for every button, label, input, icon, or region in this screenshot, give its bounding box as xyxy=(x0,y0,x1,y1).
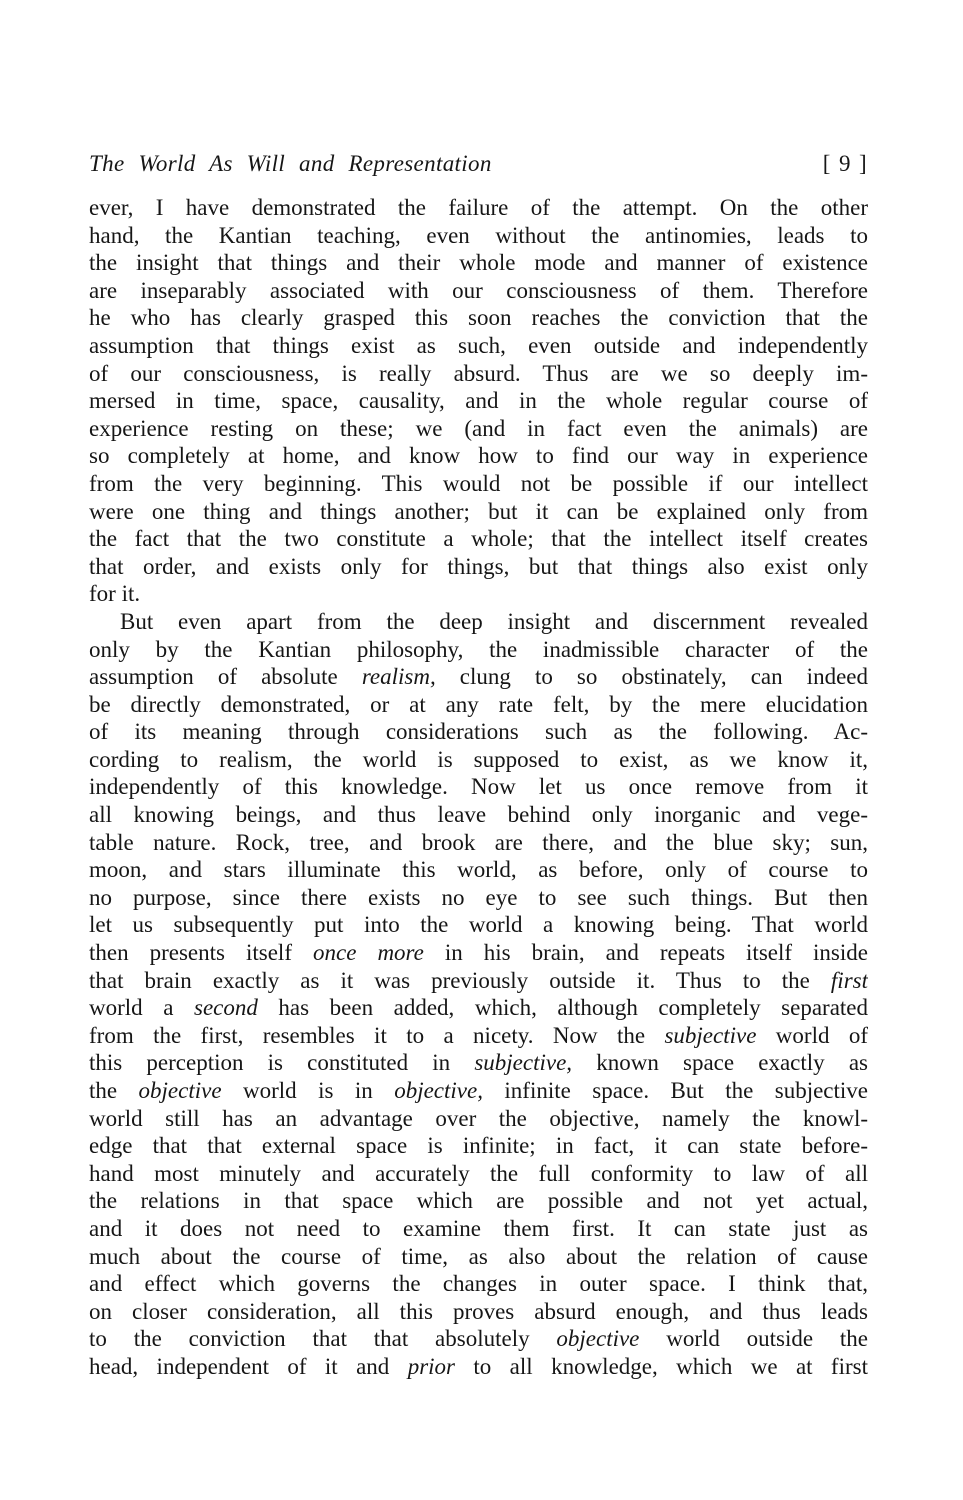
text-line: edge that that external space is infinite; in fact, it can state before- xyxy=(89,1133,868,1159)
text-line: no purpose, since there exists no eye to see such things. But then xyxy=(89,884,868,910)
text-line: much about the course of time, as also about the relation of cause xyxy=(89,1243,868,1269)
text-line: so completely at home, and know how to find our way in experience xyxy=(89,443,868,469)
text-line: were one thing and things another; but it can be explained only from xyxy=(89,498,868,524)
text-line: from the very beginning. This would not be possible if our intellect xyxy=(89,470,868,496)
text-line: hand, the Kantian teaching, even without the antinomies, leads to xyxy=(89,222,868,248)
text-line: assumption that things exist as such, even outside and independently xyxy=(89,332,868,358)
text-line: this perception is constituted in subjective, known space exactly as xyxy=(89,1050,868,1076)
text-line: assumption of absolute realism, clung to so obstinately, can indeed xyxy=(89,664,868,690)
text-line: on closer consideration, all this proves absurd enough, and thus leads xyxy=(89,1298,868,1324)
text-line: hand most minutely and accurately the full conformity to law of all xyxy=(89,1160,868,1186)
text-line: and effect which governs the changes in outer space. I think that, xyxy=(89,1271,868,1297)
text-line: moon, and stars illuminate this world, as before, only of course to xyxy=(89,857,868,883)
text-line: world still has an advantage over the objective, namely the knowl- xyxy=(89,1105,868,1131)
text-line: ever, I have demonstrated the failure of the attempt. On the other xyxy=(89,195,868,220)
text-line: mersed in time, space, causality, and in the whole regular course of xyxy=(89,388,868,414)
running-header xyxy=(89,150,868,178)
text-line: head, independent of it and prior to all knowledge, which we at first xyxy=(89,1353,868,1379)
text-line: cording to realism, the world is supposed to exist, as we know it, xyxy=(89,746,868,772)
text-line: he who has clearly grasped this soon reaches the conviction that the xyxy=(89,305,868,331)
text-line: that brain exactly as it was previously outside it. Thus to the first xyxy=(89,967,868,993)
page-number: [ 9 ] xyxy=(822,151,868,176)
text-line: world a second has been added, which, although completely separated xyxy=(89,995,868,1021)
text-line: all knowing beings, and thus leave behind only inorganic and vege- xyxy=(89,802,868,828)
text-line: the fact that the two constitute a whole; that the intellect itself creates xyxy=(89,526,868,552)
text-line: But even apart from the deep insight and discernment revealed xyxy=(120,608,868,634)
page-body xyxy=(89,194,868,1381)
text-line: of our consciousness, is really absurd. Thus are we so deeply im- xyxy=(89,360,868,386)
book-title: The World As Will and Representation xyxy=(89,151,492,176)
text-line: only by the Kantian philosophy, the inadmissible character of the xyxy=(89,636,868,662)
text-line: then presents itself once more in his brain, and repeats itself inside xyxy=(89,940,868,966)
text-line: are inseparably associated with our consciousness of them. Therefore xyxy=(89,277,868,303)
text-line: the objective world is in objective, infinite space. But the subjective xyxy=(89,1078,868,1103)
text-line: of its meaning through considerations such as the following. Ac- xyxy=(89,719,868,745)
page-content xyxy=(89,150,868,1381)
text-line: that order, and exists only for things, but that things also exist only xyxy=(89,553,868,579)
text-line: let us subsequently put into the world a knowing being. That world xyxy=(89,912,868,938)
text-line: the insight that things and their whole mode and manner of existence xyxy=(89,250,868,276)
text-line: to the conviction that that absolutely objective world outside the xyxy=(89,1326,868,1352)
text-line: independently of this knowledge. Now let us once remove from it xyxy=(89,774,868,800)
text-line: table nature. Rock, tree, and brook are there, and the blue sky; sun, xyxy=(89,829,868,855)
text-line: for it. xyxy=(89,581,141,607)
text-line: and it does not need to examine them first. It can state just as xyxy=(89,1215,868,1241)
text-line: from the first, resembles it to a nicety. Now the subjective world of xyxy=(89,1022,868,1048)
text-line: the relations in that space which are possible and not yet actual, xyxy=(89,1188,868,1214)
text-line: be directly demonstrated, or at any rate felt, by the mere elucidation xyxy=(89,691,868,717)
text-line: experience resting on these; we (and in fact even the animals) are xyxy=(89,415,868,441)
